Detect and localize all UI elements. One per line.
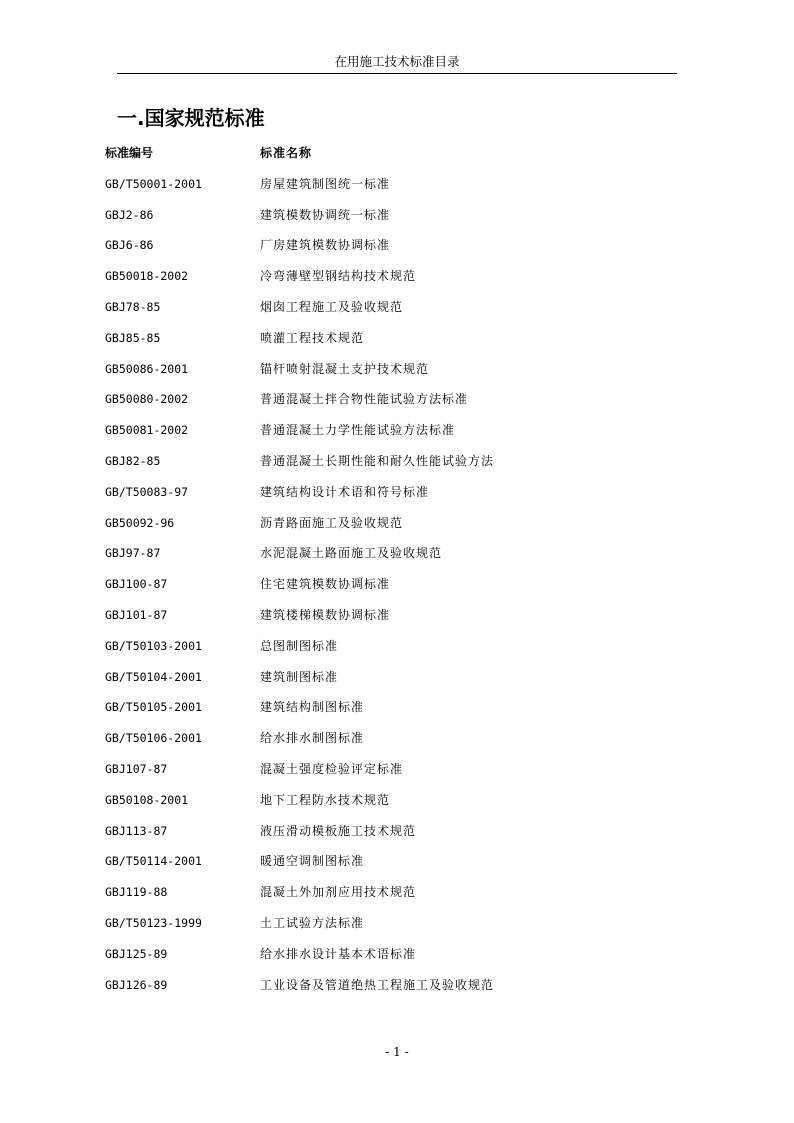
- standard-name: 建筑楼梯模数协调标准: [260, 607, 391, 622]
- standard-name: 土工试验方法标准: [260, 915, 365, 930]
- standard-name: 工业设备及管道绝热工程施工及验收规范: [260, 977, 495, 992]
- standard-code: GB/T50123-1999: [105, 915, 202, 930]
- standard-code: GB50086-2001: [105, 361, 189, 376]
- standard-name: 普通混凝土长期性能和耐久性能试验方法: [260, 453, 495, 468]
- table-row: [105, 606, 665, 637]
- table-row: [105, 914, 665, 945]
- standard-name: 总图制图标准: [260, 638, 339, 653]
- table-row: [105, 668, 665, 699]
- table-row: [105, 514, 665, 545]
- page-header: 在用施工技术标准目录: [334, 54, 460, 69]
- table-header-row: [105, 144, 665, 175]
- standard-code: GB50092-96: [105, 515, 175, 530]
- standard-name: 建筑结构设计术语和符号标准: [260, 484, 430, 499]
- standard-code: GB50108-2001: [105, 792, 189, 807]
- standard-code: GB/T50106-2001: [105, 731, 202, 746]
- table-row: [105, 637, 665, 668]
- standard-code: GBJ2-86: [105, 207, 154, 222]
- standard-name: 液压滑动模板施工技术规范: [260, 823, 417, 838]
- standard-code: GBJ97-87: [105, 546, 161, 561]
- standard-code: GB/T50104-2001: [105, 669, 202, 684]
- standard-code: GB/T50083-97: [105, 484, 189, 499]
- table-row: [105, 421, 665, 452]
- standard-name: 厂房建筑模数协调标准: [260, 238, 391, 253]
- standard-name: 混凝土强度检验评定标准: [260, 761, 404, 776]
- standard-name: 地下工程防水技术规范: [260, 792, 391, 807]
- standard-name: 普通混凝土拌合物性能试验方法标准: [260, 392, 469, 407]
- standard-name: 住宅建筑模数协调标准: [260, 577, 391, 592]
- standard-code: GBJ78-85: [105, 299, 161, 314]
- standard-code: GBJ113-87: [105, 823, 168, 838]
- standard-name: 建筑结构制图标准: [260, 700, 365, 715]
- section-title: 一.国家规范标准: [117, 106, 265, 130]
- standard-code: GBJ107-87: [105, 761, 168, 776]
- table-row: [105, 544, 665, 575]
- standard-code: GBJ100-87: [105, 577, 168, 592]
- table-body: [105, 175, 665, 1007]
- table-row: [105, 298, 665, 329]
- table-row: [105, 729, 665, 760]
- standard-code: GB/T50103-2001: [105, 638, 202, 653]
- page-number: - 1 -: [385, 1045, 409, 1059]
- table-row: [105, 945, 665, 976]
- standard-name: 沥青路面施工及验收规范: [260, 515, 404, 530]
- standard-name: 房屋建筑制图统一标准: [260, 176, 391, 191]
- standard-code: GBJ101-87: [105, 607, 168, 622]
- table-row: [105, 206, 665, 237]
- table-row: [105, 575, 665, 606]
- standard-code: GB/T50001-2001: [105, 176, 202, 191]
- table-row: [105, 822, 665, 853]
- column-header-name: 标准名称: [260, 146, 313, 160]
- table-row: [105, 175, 665, 206]
- standard-code: GB50081-2002: [105, 423, 189, 438]
- table-row: [105, 698, 665, 729]
- standard-name: 冷弯薄壁型钢结构技术规范: [260, 269, 417, 284]
- standard-name: 锚杆喷射混凝土支护技术规范: [260, 361, 430, 376]
- standard-code: GBJ82-85: [105, 453, 161, 468]
- table-row: [105, 329, 665, 360]
- standard-code: GBJ125-89: [105, 946, 168, 961]
- standard-name: 给水排水设计基本术语标准: [260, 946, 417, 961]
- standard-code: GB50080-2002: [105, 392, 189, 407]
- table-row: [105, 883, 665, 914]
- table-row: [105, 976, 665, 1007]
- table-row: [105, 267, 665, 298]
- table-row: [105, 760, 665, 791]
- standard-code: GB50018-2002: [105, 269, 189, 284]
- standard-name: 混凝土外加剂应用技术规范: [260, 885, 417, 900]
- table-row: [105, 791, 665, 822]
- standard-code: GBJ119-88: [105, 885, 168, 900]
- standard-code: GB/T50114-2001: [105, 854, 202, 869]
- table-row: [105, 236, 665, 267]
- standard-code: GB/T50105-2001: [105, 700, 202, 715]
- table-row: [105, 390, 665, 421]
- table-row: [105, 852, 665, 883]
- standard-name: 暖通空调制图标准: [260, 854, 365, 869]
- standard-name: 建筑制图标准: [260, 669, 339, 684]
- column-header-code: 标准编号: [105, 146, 154, 160]
- standard-name: 建筑模数协调统一标准: [260, 207, 391, 222]
- standards-table: [105, 144, 665, 1006]
- table-row: [105, 452, 665, 483]
- standard-code: GBJ85-85: [105, 330, 161, 345]
- standard-name: 给水排水制图标准: [260, 731, 365, 746]
- standard-name: 烟囱工程施工及验收规范: [260, 299, 404, 314]
- standard-name: 水泥混凝土路面施工及验收规范: [260, 546, 443, 561]
- standard-name: 普通混凝土力学性能试验方法标准: [260, 423, 456, 438]
- standard-code: GBJ126-89: [105, 977, 168, 992]
- table-row: [105, 483, 665, 514]
- standard-code: GBJ6-86: [105, 238, 154, 253]
- standard-name: 喷灌工程技术规范: [260, 330, 365, 345]
- header-divider: [117, 73, 677, 74]
- table-row: [105, 360, 665, 391]
